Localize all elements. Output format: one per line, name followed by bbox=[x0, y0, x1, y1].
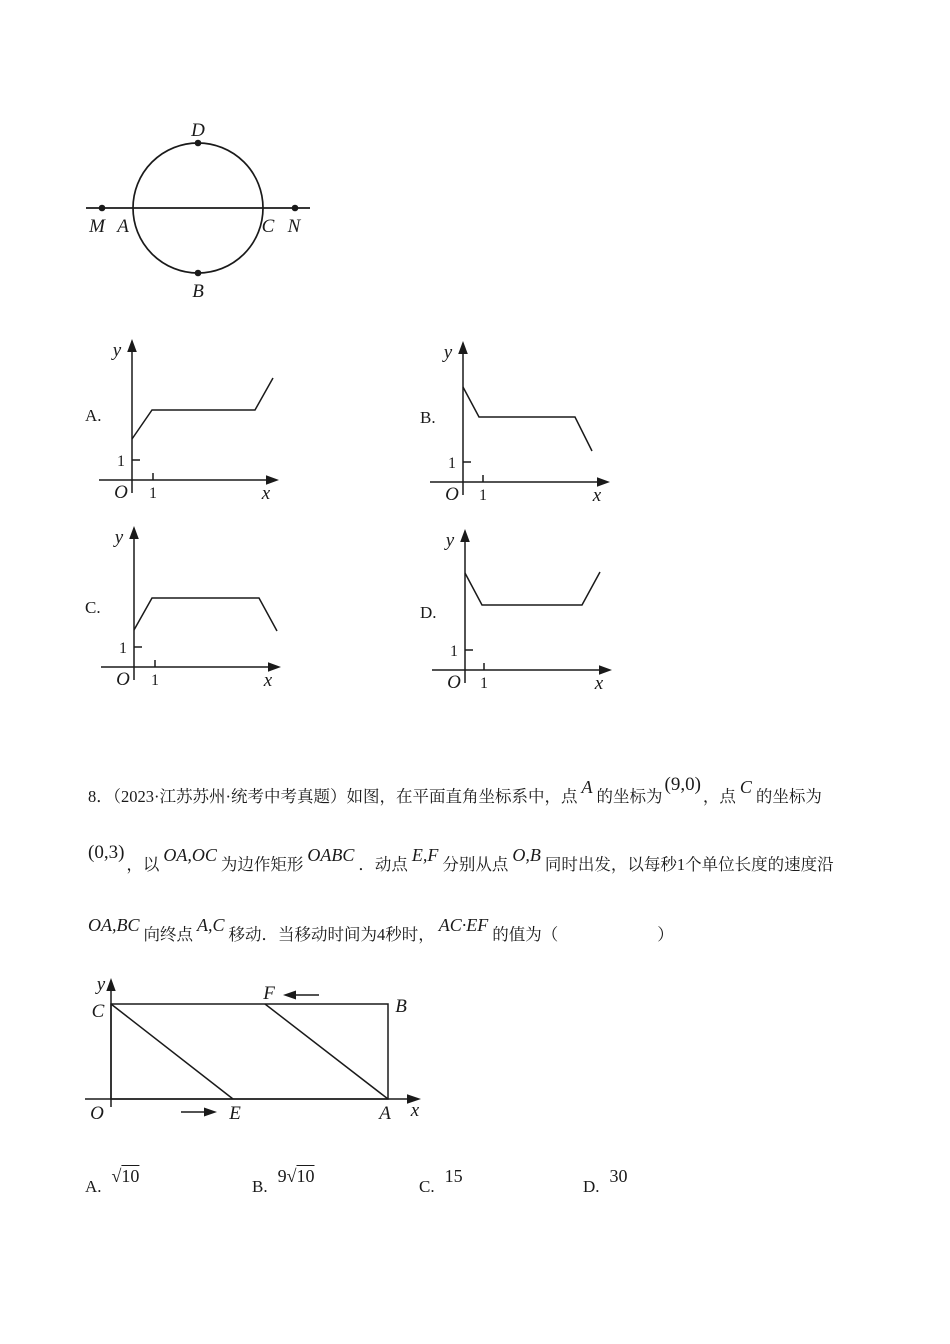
question-text: 的坐标为 bbox=[755, 787, 822, 806]
x-axis-label: x bbox=[592, 485, 602, 506]
math-oabc: OABC bbox=[307, 845, 355, 865]
math-coord-0-3: (0,3) bbox=[88, 842, 125, 863]
function-curve bbox=[132, 378, 273, 439]
math-point-a: A bbox=[581, 777, 593, 797]
math-e-f: E,F bbox=[411, 845, 439, 865]
y-axis-arrow-icon bbox=[458, 341, 468, 354]
origin-label: O bbox=[114, 482, 128, 503]
math-oa-bc: OA,BC bbox=[88, 915, 140, 935]
y-tick-label: 1 bbox=[119, 640, 127, 657]
radicand: 10 bbox=[296, 1166, 315, 1186]
point-a-label: A bbox=[117, 216, 129, 237]
math-point-c: C bbox=[739, 777, 752, 797]
y-axis-label: y bbox=[112, 340, 122, 361]
answer-prefix: 30 bbox=[609, 1166, 628, 1186]
question-text: ，点 bbox=[702, 787, 736, 806]
graph-option-c-label: C. bbox=[85, 598, 101, 617]
answer-prefix: 15 bbox=[444, 1166, 463, 1186]
question-line-2 bbox=[88, 842, 834, 877]
y-axis-label: y bbox=[96, 975, 106, 995]
question-line-3 bbox=[88, 915, 674, 947]
rectangle-oabc bbox=[111, 1004, 388, 1099]
y-axis-label: y bbox=[445, 530, 455, 551]
x-axis-label: x bbox=[594, 673, 604, 694]
answer-letter: B. bbox=[252, 1177, 268, 1196]
y-axis-label: y bbox=[443, 342, 453, 363]
x-tick-label: 1 bbox=[479, 487, 487, 504]
question-line-1 bbox=[88, 774, 822, 809]
x-tick-label: 1 bbox=[480, 675, 488, 692]
point-n-dot bbox=[292, 205, 299, 212]
rectangle-figure bbox=[75, 975, 435, 1135]
question-text: 的值为（ ） bbox=[492, 925, 674, 944]
answer-option-b bbox=[252, 1166, 315, 1197]
answer-letter: D. bbox=[583, 1177, 600, 1196]
y-axis-arrow-icon bbox=[460, 529, 470, 542]
arrow-right-icon bbox=[204, 1108, 217, 1117]
graph-b bbox=[408, 337, 618, 507]
answer-letter: C. bbox=[419, 1177, 435, 1196]
answer-option-c bbox=[419, 1166, 463, 1197]
math-coord-9-0: (9,0) bbox=[664, 774, 701, 795]
radical-sign: √ bbox=[111, 1166, 122, 1186]
point-b-dot bbox=[195, 270, 202, 277]
graph-a bbox=[77, 335, 287, 505]
origin-label: O bbox=[447, 672, 461, 693]
y-axis-arrow-icon bbox=[106, 978, 115, 991]
graph-option-b-label: B. bbox=[420, 408, 436, 427]
answer-value bbox=[112, 1166, 140, 1186]
circle-figure bbox=[75, 108, 315, 308]
x-axis-label: x bbox=[261, 483, 271, 504]
origin-label: O bbox=[90, 1103, 104, 1124]
question-text: 8．（2023·江苏苏州·统考中考真题）如图，在平面直角坐标系中，点 bbox=[88, 787, 578, 806]
segment-ce bbox=[111, 1004, 233, 1099]
arrow-left-icon bbox=[283, 991, 296, 1000]
answer-option-d bbox=[583, 1166, 628, 1197]
x-tick-label: 1 bbox=[151, 672, 159, 689]
answer-value bbox=[278, 1166, 315, 1186]
point-b-label: B bbox=[192, 281, 204, 302]
graph-d bbox=[410, 525, 620, 695]
point-a-label: A bbox=[379, 1103, 391, 1124]
point-e-label: E bbox=[229, 1103, 241, 1124]
origin-label: O bbox=[445, 484, 459, 505]
math-o-b: O,B bbox=[512, 845, 541, 865]
graph-option-a-label: A. bbox=[85, 406, 102, 425]
answer-value bbox=[445, 1166, 463, 1186]
y-axis-arrow-icon bbox=[129, 526, 139, 539]
question-text: ．动点 bbox=[358, 855, 408, 874]
function-curve bbox=[463, 387, 592, 451]
point-f-label: F bbox=[263, 983, 275, 1004]
point-d-label: D bbox=[191, 120, 205, 141]
question-text: ，以 bbox=[126, 855, 160, 874]
point-b-label: B bbox=[395, 996, 407, 1017]
point-n-label: N bbox=[287, 216, 301, 237]
question-text: 同时出发，以每秒1个单位长度的速度沿 bbox=[544, 855, 834, 874]
answer-letter: A. bbox=[85, 1177, 102, 1196]
math-ac-ef: AC·EF bbox=[438, 915, 489, 935]
graph-option-d-label: D. bbox=[420, 603, 437, 622]
graph-c bbox=[79, 522, 289, 692]
point-c-label: C bbox=[91, 1001, 105, 1022]
function-curve bbox=[134, 598, 277, 631]
question-text: 为边作矩形 bbox=[220, 855, 304, 874]
question-text: 向终点 bbox=[143, 925, 193, 944]
function-curve bbox=[465, 572, 600, 605]
question-text: 分别从点 bbox=[442, 855, 509, 874]
answer-prefix: 9 bbox=[277, 1166, 287, 1186]
y-tick-label: 1 bbox=[117, 453, 125, 470]
y-tick-label: 1 bbox=[450, 643, 458, 660]
origin-label: O bbox=[116, 669, 130, 690]
x-axis-label: x bbox=[263, 670, 273, 691]
y-axis-label: y bbox=[114, 527, 124, 548]
radical-sign: √ bbox=[286, 1166, 297, 1186]
x-tick-label: 1 bbox=[149, 485, 157, 502]
radicand: 10 bbox=[121, 1166, 140, 1186]
point-c-label: C bbox=[261, 216, 275, 237]
question-text: 移动．当移动时间为4秒时， bbox=[228, 925, 435, 944]
answer-value bbox=[610, 1166, 628, 1186]
y-tick-label: 1 bbox=[448, 455, 456, 472]
segment-fa bbox=[265, 1004, 388, 1099]
answer-option-a bbox=[85, 1166, 140, 1197]
point-m-dot bbox=[99, 205, 106, 212]
math-oa-oc: OA,OC bbox=[163, 845, 217, 865]
point-m-label: M bbox=[89, 216, 105, 237]
math-a-c: A,C bbox=[197, 915, 225, 935]
x-axis-label: x bbox=[410, 1100, 420, 1121]
y-axis-arrow-icon bbox=[127, 339, 137, 352]
question-text: 的坐标为 bbox=[596, 787, 663, 806]
